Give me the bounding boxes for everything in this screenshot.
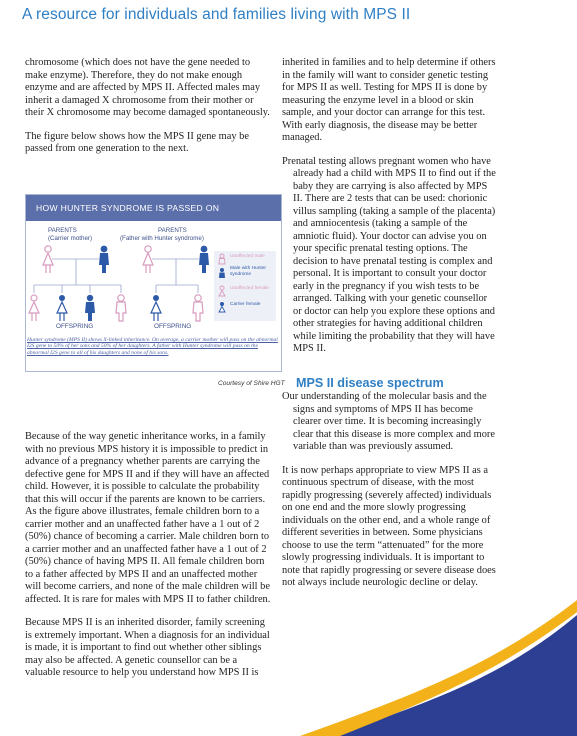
parents-left-sublabel: (Carrier mother)	[48, 235, 93, 242]
legend-carrier-female: Carrier female	[230, 302, 261, 307]
paragraph: It is now perhaps appropriate to view MPS II as a continuous spectrum of disease, with the most rapidly progressing (severely affected) individuals on one end and the more slowly progressing individuals on the other end, and a whole range of different severities in between. Some physicians choose to use the term “attenuated” for the more slowly progressing individuals. It is important to note that rapidly progressing or severe disease does not always include neurologic decline or delay.	[282, 464, 496, 588]
legend-unaffected-male: Unaffected male	[230, 254, 265, 259]
figure-title: HOW HUNTER SYNDROME IS PASSED ON	[36, 203, 220, 213]
legend-male-hunter: Male with Hunter syndrome	[230, 266, 266, 277]
section-heading: MPS II disease spectrum	[296, 376, 444, 390]
parents-left-label: PARENTS	[48, 227, 77, 234]
paragraph: inherited in families and to help determine if others in the family will want to consider genetic testing for MPS II as well. Testing for MPS II is done by measuring the enzyme level in a blood or skin sample, and your doctor can arrange for this test. With early diagnosis, the disease may be better managed.	[282, 57, 496, 143]
page-header-title: A resource for individuals and families living with MPS II	[22, 6, 411, 23]
legend-unaffected-female: Unaffected female	[230, 286, 269, 291]
offspring-right-label: OFFSPRING	[154, 323, 192, 330]
paragraph: The figure below shows how the MPS II gene may be passed from one generation to the next.	[25, 130, 249, 154]
figure-caption: Hunter syndrome (MPS II) shows X-linked inheritance. On average, a carrier mother will pass on the abnormal I2S gene to 50% of her sons and 50% of her daughters. A father with Hunter syndrome will pass on the abnormal I2S gene to all of his daughters and none of his sons.	[27, 337, 278, 356]
paragraph: chromosome (which does not have the gene needed to make enzyme). Therefore, they do not make enough enzyme and are affected by MPS II. Affected males may inherit a damaged X chromosome from their mother or their X chromosome may become damaged spontaneously.	[25, 57, 270, 118]
figure-credit: Courtesy of Shire HGT	[218, 380, 285, 387]
paragraph: Prenatal testing allows pregnant women who have already had a child with MPS II to find out if the baby they are carrying is also affected by MPS II. There are 2 tests that can be used: chorionic villus sampling (taking a sample of the placenta) and amniocentesis (taking a sample of the amniotic fluid). Your doctor can advise you on your specific prenatal testing options. The decision to have prenatal testing is complex and personal. It is important to consult your doctor early in the pregnancy if you wish tests to be arranged. Talking with your genetic counsellor or doctor can help you explore these options and other strategies for having additional children while limiting the probability that they will have MPS II.	[282, 155, 496, 354]
offspring-left-label: OFFSPRING	[56, 323, 94, 330]
paragraph: Because MPS II is an inherited disorder, family screening is extremely important. When a diagnosis for an individual is made, it is important to find out whether other siblings may also be affected. A genetic counsellor can be a valuable resource to help you understand how MPS II is	[25, 617, 270, 678]
paragraph: Because of the way genetic inheritance works, in a family with no previous MPS history it is impossible to predict in advance of a pregnancy whether parents are carrying the defective gene for MPS II and if they will have an affected child. However, it is possible to calculate the probability that this will occur if the parents are known to be carriers. As the figure above illustrates, female children born to a carrier mother and an unaffected father have a 1 out of 2 (50%) chance of becoming a carrier. Male children born to a carrier mother and an unaffected father have a 1 out of 2 (50%) chance of having MPS II. All female children born to a father affected by MPS II and an unaffected mother will become carriers, and none of the male children will be affected. It is rare for males with MPS II to father children.	[25, 431, 271, 605]
paragraph: Our understanding of the molecular basis and the signs and symptoms of MPS II has become clearer over time. It is becoming increasingly clear that this disease is more complex and more variable than was previously assumed.	[282, 391, 495, 452]
parents-right-label: PARENTS	[158, 227, 187, 234]
parents-right-sublabel: (Father with Hunter syndrome)	[120, 235, 204, 242]
